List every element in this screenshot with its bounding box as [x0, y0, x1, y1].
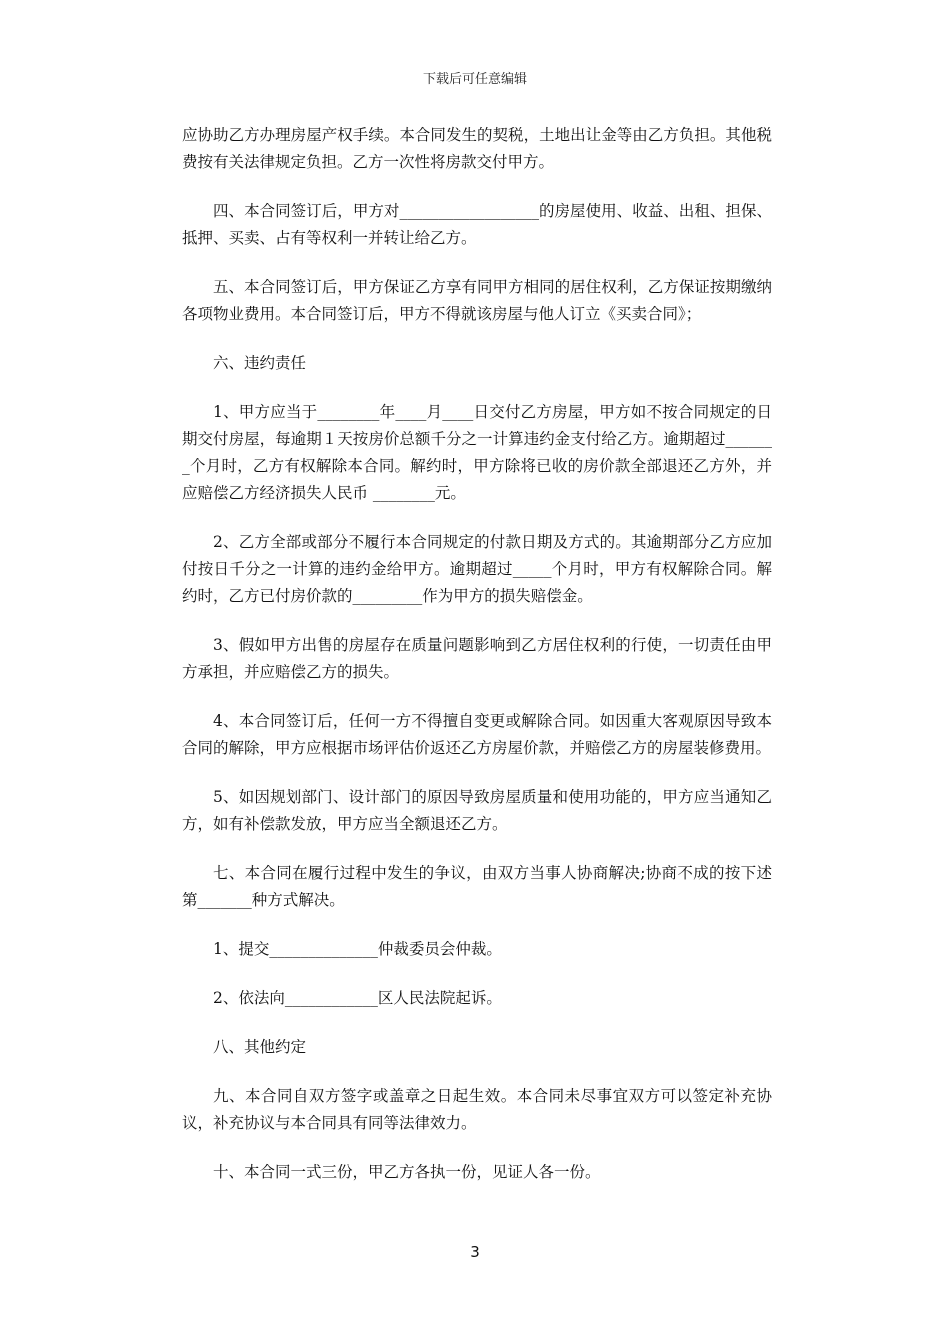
paragraph-continuation: 应协助乙方办理房屋产权手续。本合同发生的契税，土地出让金等由乙方负担。其他税费按有关法律规定负担。乙方一次性将房款交付甲方。 — [182, 126, 772, 171]
paragraph-6-4: 4、本合同签订后，任何一方不得擅自变更或解除合同。如因重大客观原因导致本合同的解除，甲方应根据市场评估价返还乙方房屋价款，并赔偿乙方的房屋装修费用。 — [182, 712, 772, 757]
paragraph-clause-10: 十、本合同一式三份，甲乙方各执一份，见证人各一份。 — [213, 1163, 601, 1181]
paragraph-6-3: 3、假如甲方出售的房屋存在质量问题影响到乙方居住权利的行使，一切责任由甲方承担，并应赔偿乙方的损失。 — [182, 636, 772, 681]
paragraph-clause-5: 五、本合同签订后，甲方保证乙方享有同甲方相同的居住权利，乙方保证按期缴纳各项物业费用。本合同签订后，甲方不得就该房屋与他人订立《买卖合同》； — [182, 278, 772, 323]
paragraph-6-1: 1、甲方应当于________年____月____日交付乙方房屋，甲方如不按合同规定的日期交付房屋，每逾期１天按房价总额千分之一计算违约金支付给乙方。逾期超过_______个月时，乙方有权解除本合同。解约时，甲方除将已收的房价款全部退还乙方外，并应赔偿乙方经济损失人民币 ________元。 — [182, 403, 772, 502]
paragraph-6-2: 2、乙方全部或部分不履行本合同规定的付款日期及方式的。其逾期部分乙方应加付按日千分之一计算的违约金给甲方。逾期超过_____个月时，甲方有权解除合同。解约时，乙方已付房价款的_________作为甲方的损失赔偿金。 — [182, 533, 772, 605]
paragraph-7-1: 1、提交______________仲裁委员会仲裁。 — [213, 940, 502, 958]
paragraph-clause-9: 九、本合同自双方签字或盖章之日起生效。本合同未尽事宜双方可以签定补充协议，补充协议与本合同具有同等法律效力。 — [182, 1087, 772, 1132]
paragraph-clause-7: 七、本合同在履行过程中发生的争议，由双方当事人协商解决;协商不成的按下述第_______种方式解决。 — [182, 864, 772, 909]
document-body — [182, 122, 772, 1208]
paragraph-7-2: 2、依法向____________区人民法院起诉。 — [213, 989, 502, 1007]
page-number: 3 — [470, 1243, 480, 1261]
heading-clause-8: 八、其他约定 — [213, 1038, 307, 1056]
paragraph-6-5: 5、如因规划部门、设计部门的原因导致房屋质量和使用功能的，甲方应当通知乙方，如有补偿款发放，甲方应当全额退还乙方。 — [182, 788, 772, 833]
heading-clause-6: 六、违约责任 — [213, 354, 307, 372]
paragraph-clause-4: 四、本合同签订后，甲方对__________________的房屋使用、收益、出租、担保、抵押、买卖、占有等权利一并转让给乙方。 — [182, 202, 772, 247]
header-note: 下载后可任意编辑 — [422, 72, 527, 87]
